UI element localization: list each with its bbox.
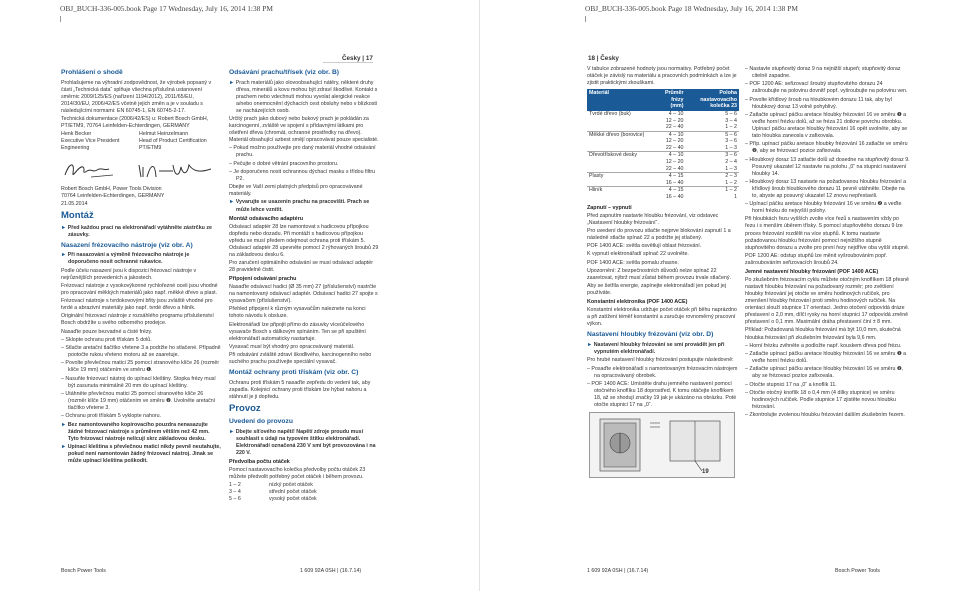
left-column-2 [229, 66, 379, 503]
list-item: – Otočte otočný knoflík 18 o 0,4 mm (4 dílky stupnice) ve směru hodinových ručiček. Podle stupnice 17 zjistěte novou hloubku frézování. [745, 389, 896, 410]
table-cell-diameter: 12 – 20 [665, 159, 684, 166]
list-item: – Stlačte aretační tlačítko vřetene 3 a podržte ho stlačené. Případně pootočte rukou vřeteno motoru až se zaaretuje. [61, 345, 221, 359]
heading-chip-guard: Montáž ochrany proti třískám (viz obr. C) [229, 369, 359, 377]
list-item: – Nastavte stupňovitý doraz 9 na nejnižší stupeň; stupňovitý doraz citelně zapadne. [745, 66, 901, 80]
table-cell-material: Měkké dřevo (borovice) [587, 131, 655, 152]
table-cell-position: 3 – 4 [725, 117, 737, 124]
heading-provoz: Provoz [229, 403, 261, 415]
address-line-1: Robert Bosch GmbH, Power Tools Division [61, 186, 162, 193]
heading-fine-adjust: Jemné nastavení hloubky frézování (POF 1400 ACE) [745, 268, 879, 275]
heading-dust-extraction: Odsávání prachu/třísek (viz obr. B) [229, 69, 340, 76]
address-line-2: 70764 Leinfelden-Echterdingen, GERMANY [61, 193, 165, 200]
table-cell-material: Dřevotřískové desky [587, 152, 655, 173]
text-speed-preselect: Pomocí nastavovacího kolečka předvolby počtu otáček 23 můžete předvolit potřebný počet otáček i během provozu. [229, 466, 366, 480]
table-cell-position: 1 – 2 [686, 187, 740, 194]
heading-constant-electronics: Konstantní elektronika (POF 1400 ACE) [587, 299, 688, 306]
heading-montaz: Montáž [61, 209, 94, 221]
list-item: – Příp. upínací páčku aretace hloubky frézování 16 zatlačte ve směru ❷, aby se frézovací pozice zafixovala. [745, 141, 908, 155]
page-label: Česky | 17 [342, 55, 373, 62]
conformity-text: Prohlašujeme na výhradní zodpovědnost, že výrobek popsaný v části „Technická data“ splňuje všechna příslušná ustanovení směrnic 2009/125/ES (nařízení 1194/2012), 2011/65/EU, 2014/30/EU, 2006/42/ES včetně jejich změn a je v souladu s následujícími normami: EN 60745-1, EN 60745-2-17. [61, 79, 212, 114]
signatory-right-dept: PT/ETM9 [139, 145, 162, 152]
text-connect-hose: Nasaďte odsávací hadici (Ø 35 mm) 27 (příslušenství) nastrčte na namontovaný odsávací adaptér. Odsávací hadici 27 spojte s vysavačem (příslušenství). [229, 284, 378, 305]
text-carbide-tools: Frézovací nástroje s tvrdokovovými břity jsou zvláště vhodné pro tvrdé a abrazivní materiály jako např. tvrdé dřevo a hliník. [61, 298, 213, 312]
text-hss-tools: Frézovací nástroje z vysokovýkonné rychlořezné oceli jsou vhodné pro opracování měkkých materiálů jako např. měkké dřevo a plast. [61, 282, 218, 296]
warning-depth-off: ► Nastavení hloubky frézování se smí provádět jen při vypnutém elektronářadí. [587, 342, 725, 356]
signatory-left-dept: Engineering [61, 145, 90, 152]
list-item: – Posaďte elektronářadí s namontovaným frézovacím nástrojem na opracovávaný obrobek. [587, 365, 738, 379]
text-clean-tools: Nasaďte pouze bezvadné a čisté frézy. [61, 328, 153, 335]
figure-fine-adjust [589, 412, 735, 478]
text-coarse-setting: Pro hrubé nastavení hloubky frézování postupujte následovně: [587, 357, 734, 364]
heading-speed-preselect: Předvolba počtu otáček [229, 458, 290, 465]
footer-left: 1 609 92A 0SH | (16.7.14) [587, 568, 649, 574]
speed-row [229, 489, 379, 496]
handwritten-signatures [61, 159, 221, 181]
heading-startup: Uvedení do provozu [229, 418, 293, 426]
th-diameter: Průměr frézy (mm) [655, 89, 685, 111]
list-item: – POF 1200 AE: seřizovací šroubý stupňovitého dorazu 24 zašroubujte na polovinu dovnitř popř. vyšroubujte na polovinu ven. [745, 81, 908, 95]
page-header: OBJ_BUCH-336-005.book Page 18 Wednesday, July 16, 2014 1:38 PM [585, 4, 798, 13]
list-item: – Utáhněte převlečnou matici 25 pomocí stranového klíče 26 (rozměr klíče 19 mm) otáčením ve směru ❷. Uvolněte aretační tlačítko vřetene 3. [61, 390, 216, 412]
table-row [587, 187, 739, 194]
text-dust-harm: ► Prach materiálů jako olovoobsahující nátěry, některé druhy dřeva, minerálů a kovu mohou být zdraví škodlivé. Kontakt s prachem nebo vdechnutí mohou vyvolat alergické reakce a/nebo onemocnění dýchacích cest obsluhy nebo v blízkosti se nacházejících osob. [229, 79, 378, 114]
figure-label: 19 [702, 469, 709, 475]
text-vacuum-suitable: Vysavač musí být vhodný pro opracovávaný materiál. [229, 344, 355, 351]
list-item: – Hloubkový doraz 13 nastavte na požadovanou hloubku frézování a křídlový šroub hloubkového dorazu 11 pevně utáhněte. Dbejte na to, abyste ap posuvný ukazatel 12 znovu nepřestavili. [745, 178, 907, 199]
th-position: Poloha nastavovacího kolečka 23 [686, 89, 740, 111]
heading-depth-setting: Nastavení hloubky frézování (viz obr. D) [587, 331, 714, 339]
table-cell-diameter: 4 – 10 [655, 131, 685, 138]
text-carcinogenic: Určitý prach jako dubový nebo bukový prach je pokládán za karcinogenní, zvláště ve spojení s přídavnými látkami pro ošetření dřeva (chromát, ochranné prostředky na dřevo). Materiál obsahující azbest smějí opracovávat pouze specialisté. [229, 116, 379, 144]
table-cell-diameter: 4 – 10 [668, 110, 684, 117]
speed-material-table [587, 89, 739, 201]
text-regulations: Dbejte ve Vaší zemi platných předpisů pro opracovávané materiály. [229, 184, 363, 198]
list-item: – Zatlačte upínací páčku aretace hloubky frézování 16 ve směru ❶ a veďte horní frézku dolů. [745, 350, 907, 365]
list-item: – Zatlačte upínací páčku aretace hloubky frézování 16 ve směru ❶ a veďte horní frézku dolů, až se fréza 21 dotkne povrchu obrobku. Upínací páčku aretace hloubky frézování 16 opět uvolněte, aby se tato hloubka zaneosla v zafixovala. [745, 111, 908, 139]
speed-range: 1 – 2 [229, 482, 241, 489]
speed-table [229, 482, 379, 503]
header-rule [323, 62, 373, 63]
insert-steps-list [61, 337, 221, 420]
depth-steps-a [745, 66, 910, 215]
fine-adjust-illustration [590, 413, 736, 479]
table-row [587, 131, 739, 138]
list-item: – Horní frézku zvihněte a podložte např. kouskem dřeva pod frézu. [745, 342, 902, 349]
table-cell-position: 2 – 4 [725, 159, 737, 166]
signatures [61, 159, 221, 181]
table-cell-diameter: 12 – 20 [665, 117, 684, 124]
page-header: OBJ_BUCH-336-005.book Page 17 Wednesday, July 16, 2014 1:38 PM [60, 4, 273, 13]
list-item: – Zkontrolujte zvolenou hloubku frézování dalším zkušebním řezem. [745, 412, 905, 419]
techdoc-text: Technická dokumentace (2006/42/ES) u: Robert Bosch GmbH, PT/ETM9, 70764 Leinfelden-Echterdingen, GERMANY [61, 116, 209, 130]
dust-bullets [229, 145, 379, 183]
signatory-right-name: Helmut Heinzelmann [139, 131, 189, 138]
text-energy: Aby se šetřila energie, zapínejte elektronářadí jen pokud jej používáte. [587, 283, 726, 297]
text-auto-start: Elektronářadí lze připojit přímo do zásuvky víceúčelového vysavače Bosch s dálkovým spínáním. Ten se při spuštění elektronářadí automaticky nastartuje. [229, 321, 366, 342]
table-cell-diameter: 4 – 10 [655, 152, 685, 159]
table-cell-diameter: 16 – 40 [665, 179, 684, 186]
heading-tool-insert: Nasazení frézovacího nástroje (viz obr. A) [61, 241, 193, 249]
table-cell-diameter: 12 – 20 [665, 138, 684, 145]
table-row [587, 111, 739, 118]
text-startup: Pro uvedení do provozu stlačte nejprve blokování zapnutí 1 a následně stlačte spínač 22 a podržte jej stlačený. [587, 227, 731, 241]
table-cell-position: 5 – 6 [686, 131, 740, 138]
text-note-lock: Upozornění: Z bezpečnostních důvodů nelze spínač 22 zaaretovat, nýbrž musí zůstat během provozu trvale stlačený. [587, 267, 731, 281]
text-chip-guard: Ochranu proti třískám 5 nasaďte zepředu do vedení tak, aby zapadla. Kolejnicí ochrany proti třískám lze hýbat nahoru a stáhnutí je ji dopředu. [229, 379, 371, 401]
text-constant-electronics: Konstantní elektronika udržuje počet otáček při běhu naprázdno a při zatížení téměř konstantní a zaručuje rovnoměrný pracovní výkon. [587, 307, 737, 328]
speed-label: vysoký počet otáček [269, 496, 317, 503]
table-row [587, 173, 739, 180]
signatory-left-title: Executive Vice President [61, 138, 120, 145]
warning-unplug: ► Před každou prací na elektronářadí vytáhněte zástrčku ze zásuvky. [61, 224, 212, 238]
list-item: – Zatlačte upínací páčku aretace hloubky frézování 16 ve směru ❷, aby se frézovací pozice zafixovala. [745, 366, 904, 380]
speed-row [229, 496, 379, 503]
table-cell-position: 1 – 3 [725, 165, 737, 172]
list-item: – Hloubkový doraz 13 zatlačte dolů až dosedne na stupňovitý doraz 9. Posuvný ukazatel 12 nastavte na polohu „0“ na stupnici nastavení hloubky 14. [745, 156, 910, 177]
text-before-on: Před zapnutím nastavte hloubku frézování, viz odstavec „Nastavení hloubky frézování“. [587, 212, 719, 226]
list-item: – Povolte převlečnou matici 25 pomocí stranového klíče 26 (rozměr klíče 19 mm) otáčením ve směru ❶. [61, 360, 220, 374]
speed-label: nízký počet otáček [269, 482, 313, 489]
speed-label: střední počet otáček [269, 489, 317, 496]
signatory-left-name: Henk Becker [61, 131, 92, 138]
table-cell-diameter: 4 – 15 [655, 187, 685, 194]
list-item: – POF 1400 ACE: Umístěte drahu jemného nastavení pomocí otočného knoflíku 18 doprostřed. K tomu otáčejte knoflíkem 18, až se shodují značky 19 jak je ukázáno na obrázku. Poté otočte stupnici 17 na „0“. [587, 380, 737, 408]
table-cell-diameter: 4 – 15 [655, 173, 685, 180]
text-original-tools: Originální frézovací nástroje z rozsáhlého programu příslušenství Bosch obdržíte u svého odborného prodejce. [61, 313, 214, 327]
heading-on-off: Zapnutí – vypnutí [587, 204, 632, 211]
page-label: 18 | Česky [588, 55, 619, 62]
list-item: – Je doporučeno nosit ochrannou dýchací masku s třídou filtru P2. [229, 168, 376, 182]
speed-range: 3 – 4 [229, 489, 241, 496]
list-item: – Otočte stupnici 17 na „0“ a knoflík 11. [745, 381, 837, 388]
text-ace-light-on: POF 1400 ACE: světla osvětlují oblast frézování. [587, 243, 702, 250]
th-material: Materiál [587, 89, 655, 111]
table-cell-material: Tvrdé dřevo (buk) [589, 110, 631, 117]
warning-diameter: ► Bez namontovaného kopírovacího pouzdra nenasazujte žádné frézovací nástroje s průměrem větším než 42 mm. Tyto frézovací nástroje nelícují skrz základovou desku. [61, 421, 210, 442]
text-example: Příklad: Požadovaná hloubka frézování má být 10,0 mm, skutečná hloubka frézování při zkušebním frézování byla 9,6 mm. [745, 327, 901, 341]
signatories [61, 131, 221, 152]
table-cell-diameter: 22 – 40 [665, 165, 684, 172]
heading-adapter: Montáž odsávacího adaptéru [229, 215, 303, 222]
list-item: – Upínací páčku aretace hloubky frézování 16 ve směru ❷ a veďte horní frézku do nejvyšší polohy. [745, 201, 902, 215]
table-row [587, 152, 739, 159]
table-cell-position: 3 – 6 [725, 138, 737, 145]
crop-mark [60, 16, 61, 22]
text-ace-light-off: POF 1400 ACE: světla pomalu zhasne. [587, 259, 679, 266]
text-special-vacuum: Při odsávání zvláště zdraví škodlivého, karcinogenního nebo suchého prachu používejte speciální vysavač. [229, 352, 372, 366]
text-switch-off: K vypnutí elektronářadí spínač 22 uvolněte. [587, 251, 689, 258]
list-item: – Pečujte o dobré větrání pracovního prostoru. [229, 160, 339, 167]
list-item: – Nasuňte frézovací nástroj do upínací kleštiny. Stopka frézy musí být zasunuta minimálně 20 mm do upínací kleštiny. [61, 375, 216, 389]
table-cell-position: 1 – 2 [725, 124, 737, 131]
footer-right: 1 609 92A 0SH | (16.7.14) [300, 568, 362, 574]
warning-dust-deposits: ► Vyvarujte se usazenin prachu na pracovišti. Prach se může lehce vznítit. [229, 199, 370, 213]
table-cell-position: 5 – 6 [725, 110, 737, 117]
text-multi-pass: Při hloubkách řezu vyšších zvolte více řezů s nastavením vždy po řezu i s menším úběrem třísky. S pomocí stupňovitého dorazu 9 lze proces frézování rozdělit na více stupňů. K tomu nastavte požadovanou hloubku frézování pomocí nejnižšího stupně stupňovitého dorazu a zvolte pro první řezy nejdříve oba vyšší stupně. [745, 216, 910, 251]
text-vacuum-overview: Přehled připojení k různým vysavačům naleznete na konci tohoto návodu k obsluze. [229, 306, 366, 320]
right-page [480, 0, 960, 591]
table-cell-material: Plasty [587, 173, 655, 187]
heading-connect-extraction: Připojení odsávání prachu [229, 276, 297, 283]
warning-collet: ► Upínací kleština s převlečnou maticí nikdy pevně neutahujte, pokud není namontován žádný frézovací nástroj. Jinak se může upínací kleština poškodit. [61, 443, 221, 464]
speed-row [229, 482, 379, 489]
text-speed-intro: V tabulce zobrazené hodnoty jsou normativy. Potřebný počet otáček je závislý na materiálu a pracovních podmínkách a lze je zjistit praktickými zkouškami. [587, 66, 737, 87]
table-cell-diameter: 22 – 40 [665, 144, 684, 151]
depth-steps-list [587, 366, 739, 409]
right-column-1 [587, 66, 739, 478]
list-item: – Sklopte ochranu proti třískám 5 dolů. [61, 336, 152, 343]
text-tool-types: Podle účelu nasazení jsou k dispozici frézovací nástroje v nejrůznějších provedeních a jakostech. [61, 267, 197, 281]
signatory-right-title: Head of Product Certification [139, 138, 207, 145]
list-item: – Ochranu proti třískám 5 vyklopte nahoru. [61, 413, 162, 420]
warning-voltage: ► Dbejte síťového napětí! Napětí zdroje proudu musí souhlasit s údaji na typovém štítku elektronářadí. Elektronářadí označená 230 V smí být provozována i na 220 V. [229, 428, 376, 456]
table-cell-position: 1 – 3 [725, 144, 737, 151]
text-adapter: Odsávací adaptér 28 lze namontovat s hadicovou přípojkou dopředu nebo dozadu. Při montáži s hadicovou přípojkou vpředu se musí předem odejmout ochrana proti třískám 5. Odsávací adaptér 28 upevněte pomocí 2 rýhovaných šroubů 29 na základovou desku 6. [229, 223, 379, 258]
crop-mark [585, 16, 586, 22]
table-cell-position: 1 – 2 [725, 179, 737, 186]
address-date: 21.05.2014 [61, 200, 88, 207]
table-cell-position: 1 [734, 194, 737, 201]
text-adapter-clean: Pro zaručení optimálního odsávání se musí odsávací adaptér 28 pravidelně čistit. [229, 259, 373, 274]
table-cell-diameter: 16 – 40 [665, 194, 684, 201]
list-item: – Pokud možno používejte pro daný materiál vhodné odsávání prachu. [229, 145, 376, 159]
list-item: – Povolte křídlový šroub na hloubkovém dorazu 11 tak, aby byl hloubkový doraz 13 volně pohyblivý. [745, 96, 892, 110]
fine-steps-list [745, 343, 910, 419]
warning-gloves: ► Při nasazování a výměně frézovacího nástroje je doporučeno nosit ochranné rukavice. [61, 252, 190, 266]
speed-range: 5 – 6 [229, 496, 241, 503]
right-column-2 [745, 66, 910, 420]
text-fine-adjust: Po zkušebním frézovacím cyklu můžete otočným knoflíkem 18 přesně nastavit hloubku frézování na požadovaný rozměr; pro zvětšení hloubky frézování jej otočte ve směru hodinových ručiček, pro zmenšení hloubky frézování proti směru hodinových ručiček. Na orientaci slouží stupnice 17 orientaci. Jedno otočení odpovídá dráze přestavení o 2,0 mm, dílčí rysky na horní stupnici 17 odpovídá změně přestavení o 0,1 mm. Maximální dráha přestavení činí ± 8 mm. [745, 276, 909, 326]
left-column-1 [61, 66, 221, 466]
text-pof1200-steps: POF 1200 AE: odstup stupňů lze měnit vyšroubováním popř. zašroubováním seřizovacích šroubů 24. [745, 252, 888, 266]
table-cell-material: Hliník [587, 187, 655, 201]
footer-left: Bosch Power Tools [61, 568, 106, 574]
table-cell-position: 3 – 6 [686, 152, 740, 159]
heading-conformity: Prohlášení o shodě [61, 69, 123, 76]
table-cell-diameter: 22 – 40 [665, 124, 684, 131]
footer-right: Bosch Power Tools [835, 568, 880, 574]
table-cell-position: 2 – 3 [686, 173, 740, 180]
